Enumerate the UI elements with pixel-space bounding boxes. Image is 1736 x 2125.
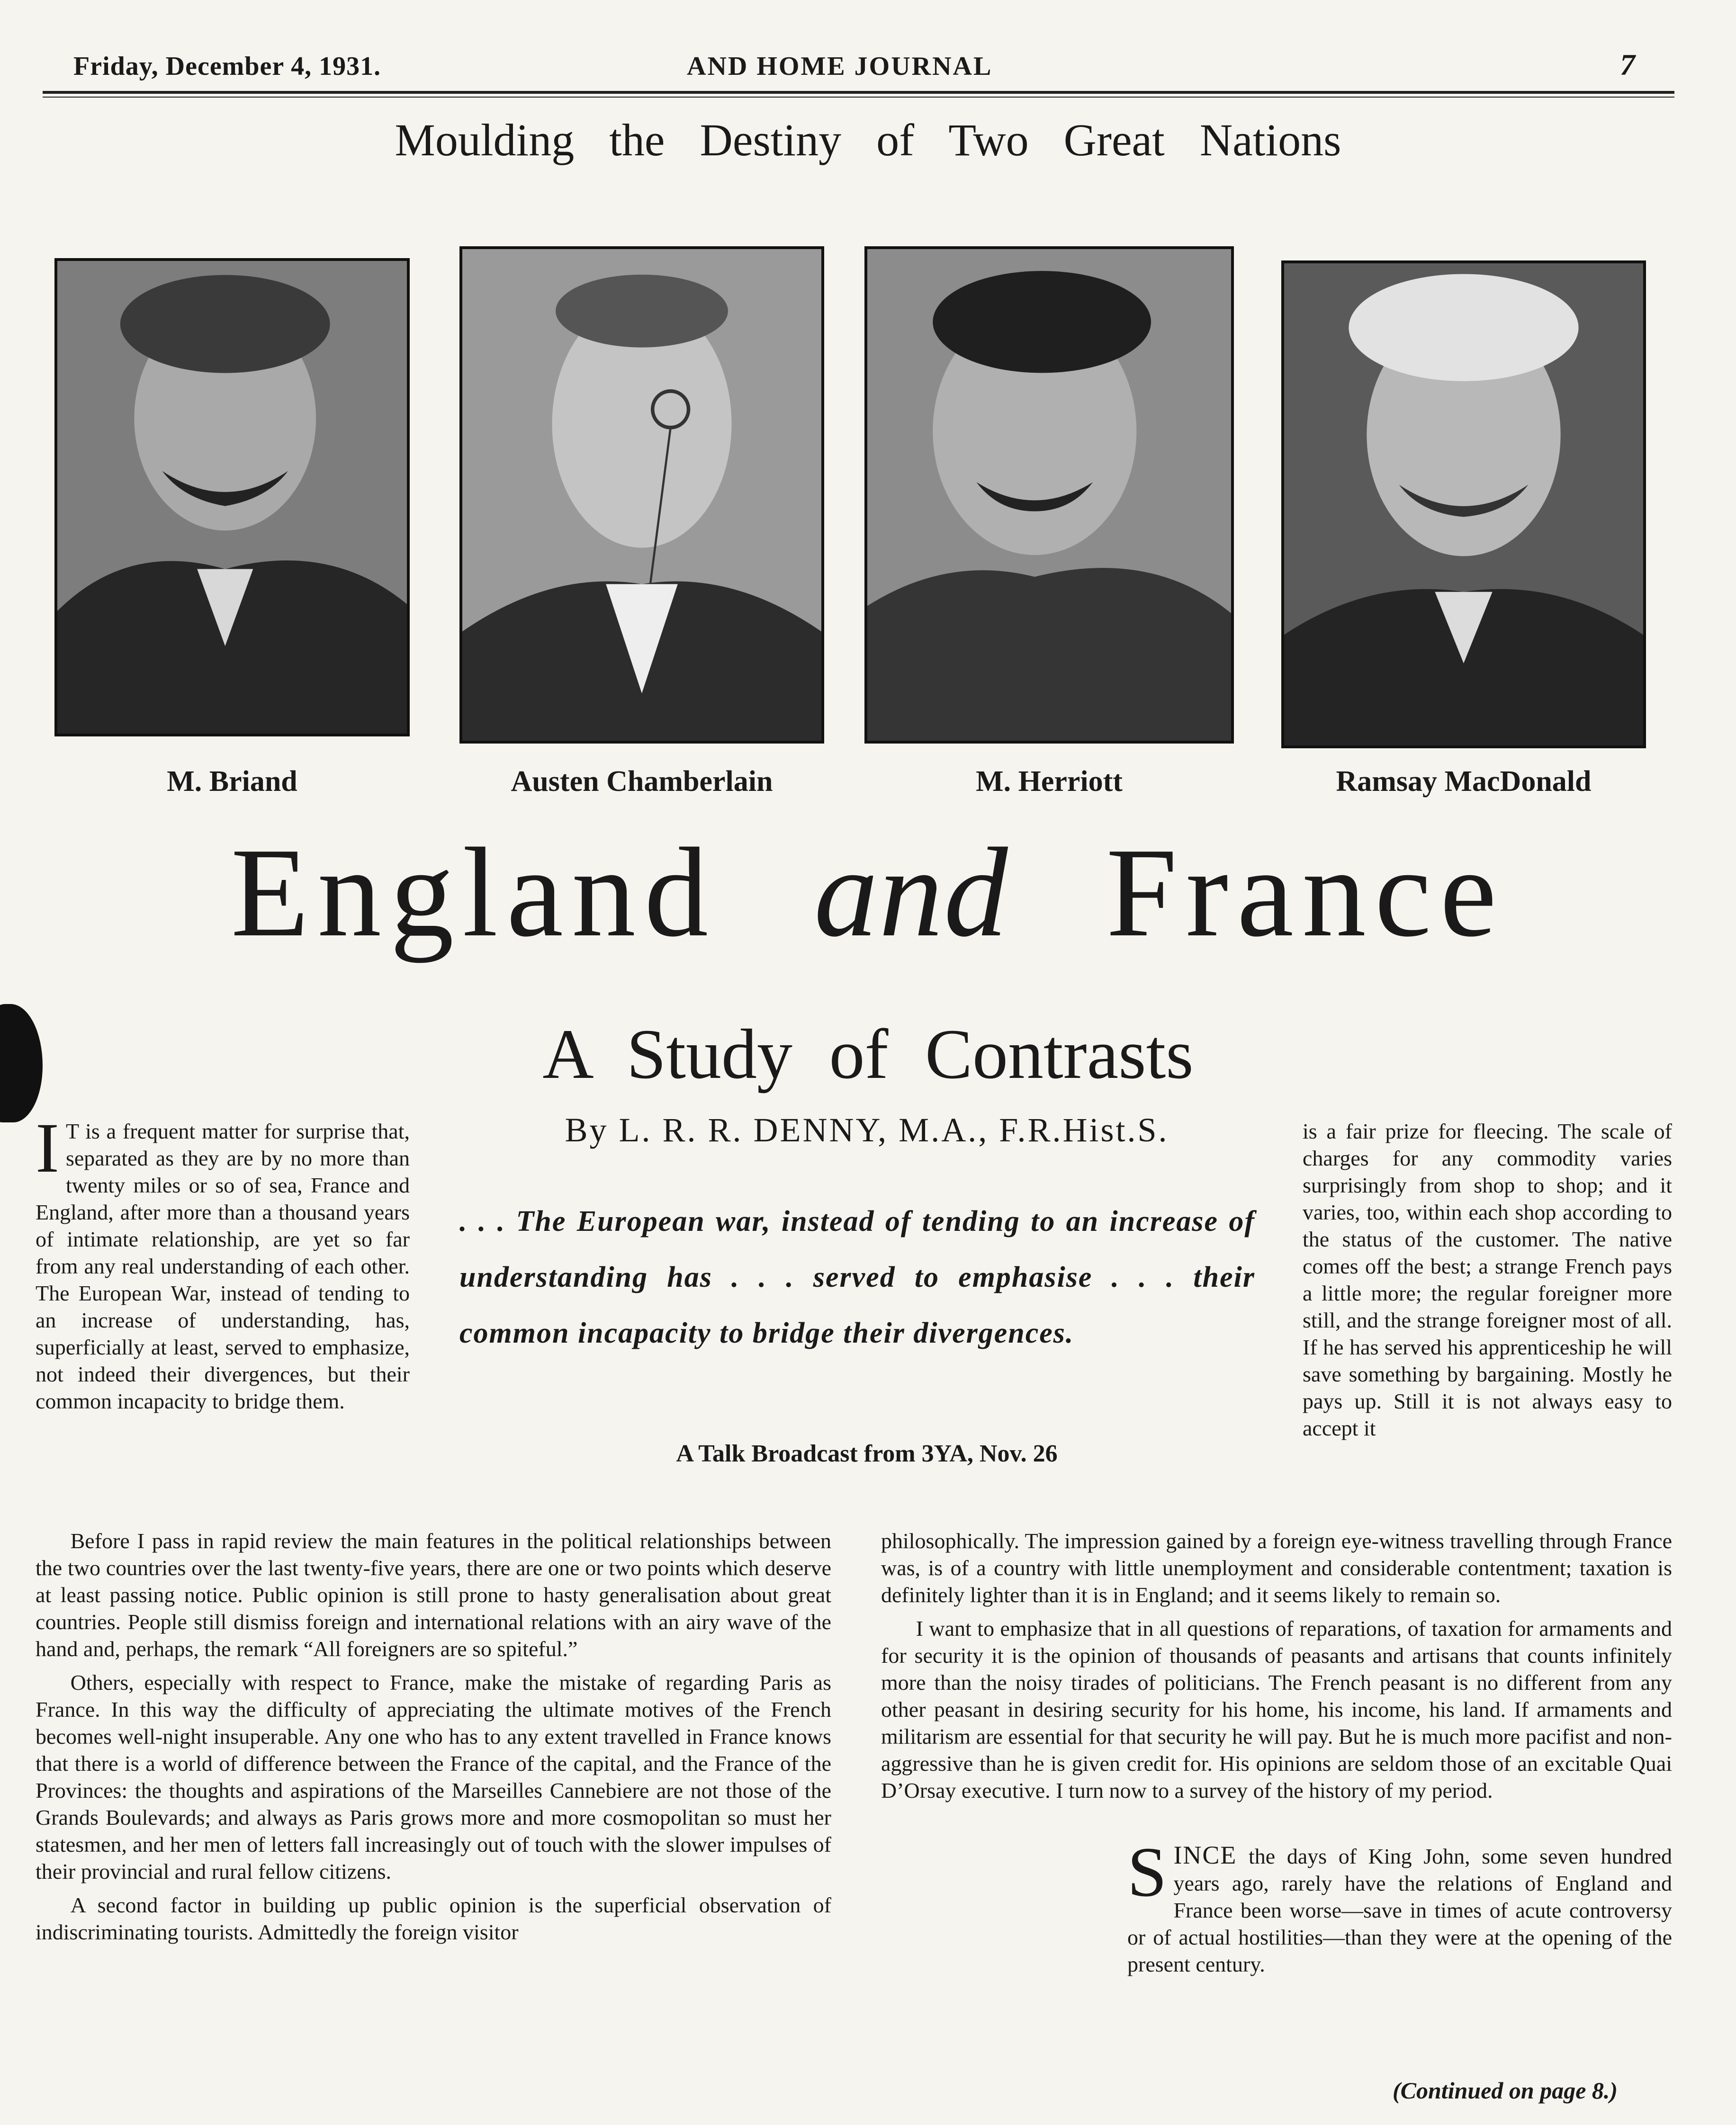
paragraph: A second factor in building up public opinion is the superficial observation of indiscriminating tourists. Admittedly the foreign visitor (36, 1893, 831, 1944)
dropcap-s: S (1127, 1833, 1167, 1911)
column-left-intro (36, 1109, 410, 1415)
paragraph: I want to emphasize that in all questions of reparations, of taxation for armaments and for security it is the opinion of thousands of peasants and artisans that counts infinitely more than the noisy tirades of politicians. The French peasant is no different from any other peasant in desiring security for his home, his income, his land. If armaments and militarism are essential for that security he will pay. But he is much more pacifist and non-aggressive than he is given credit for. His opinions are seldom those of an excitable Quai D’Orsay executive. I turn now to a survey of the history of my period. (881, 1616, 1672, 1802)
headline-word-france: France (1106, 822, 1505, 963)
photo-section-title: Moulding the Destiny of Two Great Nations (395, 115, 1341, 165)
broadcast-note: A Talk Broadcast from 3YA, Nov. 26 (676, 1440, 1058, 1467)
pull-quote: . . . The European war, instead of tending to an increase of understanding has . . . served to emphasise . . . their common incapacity to bridge their divergences. (459, 1205, 1255, 1349)
header-journal-name: AND HOME JOURNAL (687, 52, 993, 81)
column-right-top (1303, 1118, 1672, 1442)
caption-macdonald: Ramsay MacDonald (1336, 765, 1592, 798)
headline-word-and: and (814, 822, 1009, 963)
right-column-text: is a fair prize for fleecing. The scale of charges for any commodity varies surprisingly from shop to shop; and it varies, too, within each shop according to the status of the customer. The native comes off the best; a strange French pays a little more; the regular foreigner more still, and the strange foreigner most of all. If he has served his apprenticeship he will save something by bargaining. Mostly he pays up. Still it is not always easy to accept it (1303, 1119, 1672, 1440)
portrait-chamberlain (459, 246, 824, 744)
paragraph: philosophically. The impression gained by a foreign eye-witness travelling through France was, is of a country with little unemployment and considerable contentment; taxation is definitely lighter than it is in England; and it seems likely to remain so. (881, 1529, 1672, 1607)
intro-text: T is a frequent matter for surprise that, separated as they are by no more than twenty miles or so of sea, France and England, after more than a thousand years of intimate relationship, are yet so far from any real understanding of each other. The European War, instead of tending to an increase of understanding, has, superficially at least, served to emphasize, not indeed their divergences, but their common incapacity to bridge them. (36, 1119, 410, 1413)
header-rule-thin (43, 97, 1674, 98)
dropcap-i: I (36, 1109, 59, 1187)
portrait-briand (54, 258, 410, 736)
article-byline: By L. R. R. DENNY, M.A., F.R.Hist.S. (565, 1111, 1169, 1149)
page-number: 7 (1620, 48, 1636, 81)
column-lower-left (36, 1527, 831, 1946)
paragraph: Before I pass in rapid review the main features in the political relationships between the two countries over the last twenty-five years, there are one or two points which deserve at least passing notice. Public opinion is still prone to hasty generalisation about great countries. People still dismiss foreign and international relations with an airy wave of the hand and, perhaps, the remark “All foreigners are so spiteful.” (36, 1529, 831, 1661)
caption-herriot: M. Herriott (976, 765, 1123, 798)
paragraph: Others, especially with respect to France, make the mistake of regarding Paris as France. In this way the difficulty of appreciating the ultimate motives of the French becomes well-night insuperable. Any one who has to any extent travelled in France knows that there is a world of difference between the France of the capital, and the France of the Provinces: the thoughts and aspirations of the Marseilles Cannebiere are not those of the Grands Boulevards; and always as Paris grows more and more cosmopolitan so must her statesmen, and her men of letters fall increasingly out of touch with the slower impulses of their provincial and rural fellow citizens. (36, 1670, 831, 1883)
continued-note: (Continued on page 8.) (1393, 2077, 1618, 2104)
portrait-macdonald (1281, 260, 1646, 748)
section-two-paragraph (881, 1833, 1673, 1978)
caption-chamberlain: Austen Chamberlain (511, 765, 773, 798)
article-headline (0, 822, 1736, 963)
header-rule (43, 91, 1674, 94)
article-subtitle: A Study of Contrasts (542, 1015, 1194, 1094)
caption-briand: M. Briand (167, 765, 297, 798)
section-two-text: the days of King John, some seven hundred years ago, rarely have the relations of England and France been worse—save in times of acute controversy or of actual hostilities—than they were at the opening of the present century. (1127, 1844, 1673, 1976)
header-date: Friday, December 4, 1931. (73, 52, 381, 81)
portrait-herriot (864, 246, 1234, 744)
section-two-lead: INCE (1173, 1841, 1237, 1869)
headline-word-england: England (231, 822, 717, 963)
column-lower-right (881, 1527, 1672, 1978)
